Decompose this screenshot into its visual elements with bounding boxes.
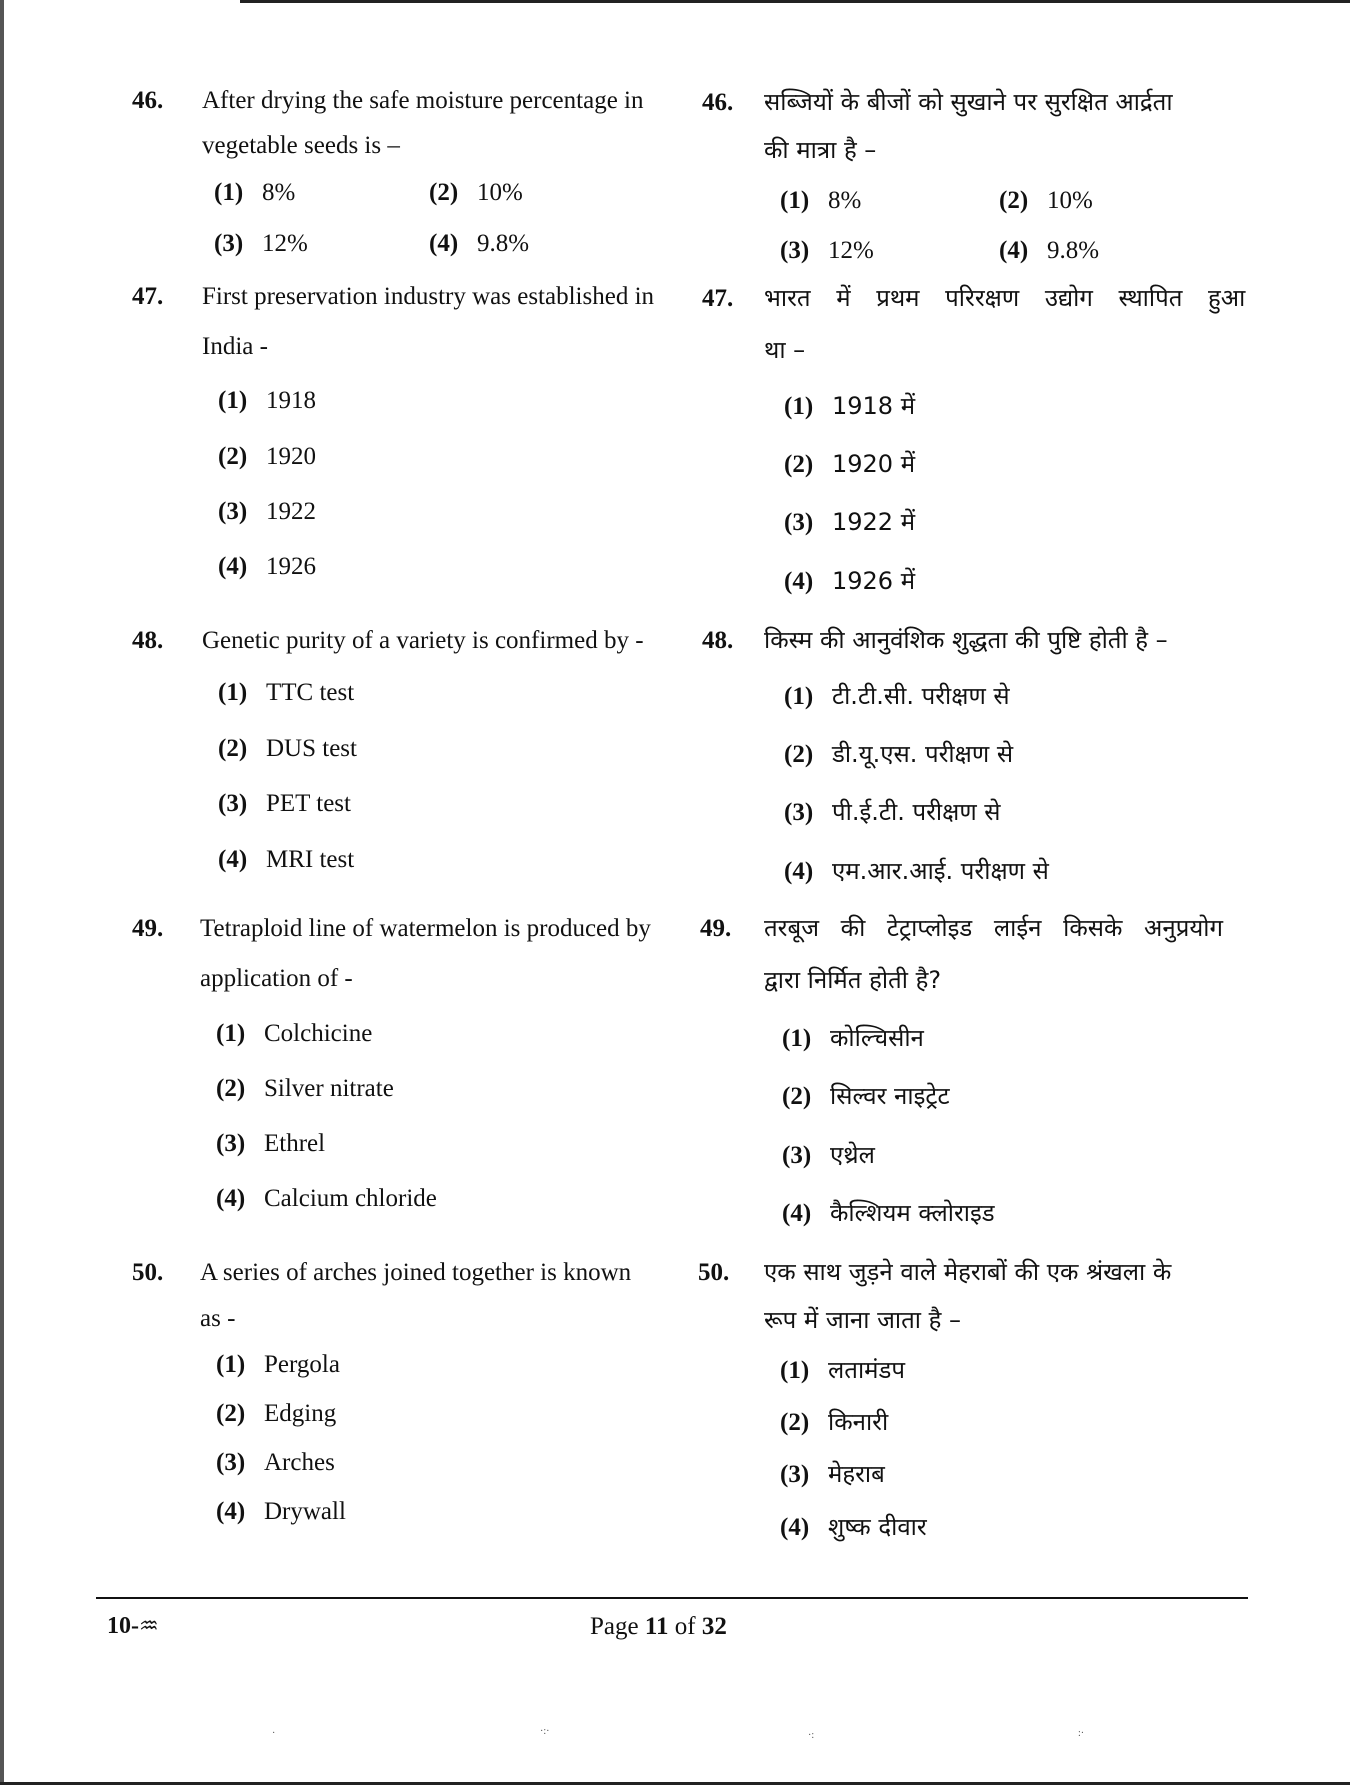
question-number: 48.	[132, 627, 164, 654]
option-3	[216, 1448, 335, 1478]
left-scan-edge	[0, 0, 4, 1785]
option-number: (1)	[780, 1357, 810, 1384]
option-3	[218, 497, 316, 527]
option-number: (3)	[780, 1461, 810, 1488]
option-number: (2)	[429, 179, 459, 206]
option-number: (1)	[218, 679, 248, 706]
scan-speck: ·:	[808, 1730, 815, 1741]
option-2	[999, 186, 1093, 216]
top-border	[240, 0, 1350, 3]
option-3	[780, 1460, 885, 1490]
option-text: कोल्चिसीन	[830, 1024, 924, 1052]
option-text: 9.8%	[477, 230, 530, 257]
option-2	[780, 1408, 888, 1438]
aquarius-icon: ♒	[139, 1614, 159, 1639]
option-1	[218, 386, 316, 416]
option-number: (3)	[784, 799, 814, 826]
stem-line: सब्जियों के बीजों को सुखाने पर सुरक्षित आर्द्रता	[764, 88, 1173, 116]
option-text: 1920 में	[832, 450, 916, 478]
stem-line: किस्म की आनुवंशिक शुद्धता की पुष्टि होती है –	[764, 626, 1168, 654]
option-number: (1)	[784, 393, 814, 420]
option-text: Edging	[264, 1400, 337, 1427]
stem-line: vegetable seeds is –	[202, 132, 400, 159]
option-4	[782, 1199, 995, 1229]
option-3	[784, 798, 1001, 828]
option-4	[429, 229, 529, 259]
option-text: किनारी	[828, 1408, 889, 1436]
option-text: Calcium chloride	[264, 1185, 437, 1212]
booklet-code-text: 10-	[107, 1613, 139, 1639]
option-number: (1)	[216, 1351, 246, 1378]
option-text: 8%	[262, 179, 296, 206]
option-1	[216, 1350, 340, 1380]
option-number: (4)	[780, 1514, 810, 1541]
option-number: (4)	[429, 230, 459, 257]
option-3	[216, 1129, 325, 1159]
option-text: एम.आर.आई. परीक्षण से	[832, 857, 1049, 885]
option-4	[216, 1497, 346, 1527]
option-text: 1920	[266, 443, 316, 470]
option-text: 1926 में	[832, 567, 916, 595]
option-4	[784, 857, 1049, 887]
page-mid: of	[668, 1613, 702, 1640]
option-2	[782, 1082, 950, 1112]
option-4	[218, 845, 354, 875]
question-number: 50.	[698, 1259, 730, 1286]
option-number: (1)	[780, 187, 810, 214]
option-text: Colchicine	[264, 1020, 373, 1047]
option-number: (2)	[784, 451, 814, 478]
option-number: (3)	[784, 509, 814, 536]
option-number: (4)	[784, 858, 814, 885]
question-number: 48.	[702, 627, 734, 654]
option-2	[216, 1074, 394, 1104]
page-prefix: Page	[590, 1613, 645, 1640]
option-number: (4)	[218, 846, 248, 873]
option-number: (2)	[218, 443, 248, 470]
stem-line: India -	[202, 333, 268, 360]
option-2	[784, 740, 1013, 770]
stem-line: एक साथ जुड़ने वाले मेहराबों की एक श्रंखला के	[764, 1258, 1172, 1286]
option-text: 1926	[266, 553, 316, 580]
option-text: 1918	[266, 387, 316, 414]
option-text: MRI test	[266, 846, 355, 873]
option-1	[780, 1356, 905, 1386]
option-text: Arches	[264, 1449, 335, 1476]
option-number: (3)	[214, 230, 244, 257]
option-text: 10%	[477, 179, 523, 206]
option-text: Drywall	[264, 1498, 346, 1525]
option-2	[218, 734, 357, 764]
option-3	[784, 508, 915, 538]
option-1	[216, 1019, 372, 1049]
option-text: DUS test	[266, 735, 357, 762]
option-number: (1)	[218, 387, 248, 414]
option-4	[999, 236, 1099, 266]
option-text: एथ्रेल	[830, 1141, 875, 1169]
option-3	[780, 236, 874, 266]
scan-speck: :·	[1078, 1728, 1085, 1739]
option-number: (3)	[216, 1130, 246, 1157]
question-number: 49.	[132, 915, 164, 942]
stem-line: application of -	[200, 965, 353, 992]
option-number: (3)	[782, 1142, 812, 1169]
question-number: 47.	[132, 283, 164, 310]
option-number: (4)	[784, 568, 814, 595]
option-number: (2)	[780, 1409, 810, 1436]
stem-line: रूप में जाना जाता है –	[764, 1306, 962, 1334]
stem-line: था –	[764, 336, 806, 364]
option-number: (1)	[214, 179, 244, 206]
option-3	[214, 229, 308, 259]
option-text: मेहराब	[828, 1460, 885, 1488]
option-text: 12%	[262, 230, 308, 257]
option-2	[784, 450, 915, 480]
page-indicator	[590, 1613, 727, 1641]
option-4	[780, 1513, 927, 1543]
option-number: (4)	[782, 1200, 812, 1227]
option-1	[782, 1024, 924, 1054]
option-4	[218, 552, 316, 582]
option-number: (3)	[218, 498, 248, 525]
option-text: कैल्शियम क्लोराइड	[830, 1199, 995, 1227]
option-4	[216, 1184, 437, 1214]
option-number: (4)	[218, 553, 248, 580]
option-text: Silver nitrate	[264, 1075, 394, 1102]
option-number: (4)	[216, 1498, 246, 1525]
footer-rule	[96, 1597, 1248, 1599]
option-text: Ethrel	[264, 1130, 326, 1157]
option-number: (1)	[782, 1025, 812, 1052]
question-number: 46.	[702, 89, 734, 116]
option-number: (2)	[218, 735, 248, 762]
option-text: शुष्क दीवार	[828, 1513, 927, 1541]
option-3	[218, 789, 351, 819]
option-3	[782, 1141, 875, 1171]
stem-line: तरबूज की टेट्राप्लोइड लाईन किसके अनुप्रयोग	[764, 914, 1223, 942]
option-4	[784, 567, 915, 597]
option-number: (2)	[784, 741, 814, 768]
option-text: डी.यू.एस. परीक्षण से	[832, 740, 1014, 768]
option-text: 9.8%	[1047, 237, 1100, 264]
question-number: 49.	[700, 915, 732, 942]
stem-line: द्वारा निर्मित होती है?	[764, 966, 942, 994]
stem-line: भारत में प्रथम परिरक्षण उद्योग स्थापित हुआ	[764, 284, 1246, 312]
option-text: लतामंडप	[828, 1356, 905, 1384]
stem-line: Genetic purity of a variety is confirmed by -	[202, 627, 644, 654]
page-current: 11	[644, 1613, 669, 1640]
scan-speck: ·	[272, 1728, 276, 1739]
option-number: (2)	[782, 1083, 812, 1110]
option-text: 8%	[828, 187, 862, 214]
option-number: (4)	[216, 1185, 246, 1212]
option-text: 1922 में	[832, 508, 916, 536]
option-1	[780, 186, 861, 216]
question-number: 47.	[702, 285, 734, 312]
booklet-code	[107, 1613, 159, 1640]
option-text: PET test	[266, 790, 351, 817]
option-number: (3)	[216, 1449, 246, 1476]
option-number: (4)	[999, 237, 1029, 264]
option-text: TTC test	[266, 679, 355, 706]
stem-line: Tetraploid line of watermelon is produced by	[200, 915, 651, 942]
scan-speck: ·:·	[540, 1726, 550, 1737]
option-text: सिल्वर नाइट्रेट	[830, 1082, 950, 1110]
page-total: 32	[701, 1613, 727, 1640]
option-1	[218, 678, 354, 708]
stem-line: as -	[200, 1305, 236, 1332]
option-2	[216, 1399, 336, 1429]
option-text: टी.टी.सी. परीक्षण से	[832, 682, 1010, 710]
option-text: 10%	[1047, 187, 1093, 214]
option-number: (2)	[216, 1075, 246, 1102]
stem-line: की मात्रा है –	[764, 136, 877, 164]
option-text: 1922	[266, 498, 316, 525]
stem-line: After drying the safe moisture percentage in	[202, 87, 644, 114]
option-2	[218, 442, 316, 472]
option-number: (1)	[216, 1020, 246, 1047]
option-number: (2)	[216, 1400, 246, 1427]
option-text: पी.ई.टी. परीक्षण से	[832, 798, 1001, 826]
option-text: Pergola	[264, 1351, 340, 1378]
option-1	[784, 392, 915, 422]
option-number: (3)	[780, 237, 810, 264]
option-number: (2)	[999, 187, 1029, 214]
option-text: 1918 में	[832, 392, 916, 420]
option-number: (3)	[218, 790, 248, 817]
option-1	[784, 682, 1010, 712]
question-number: 46.	[132, 87, 164, 114]
question-number: 50.	[132, 1259, 164, 1286]
stem-line: A series of arches joined together is known	[200, 1259, 632, 1286]
option-2	[429, 178, 523, 208]
option-number: (1)	[784, 683, 814, 710]
option-1	[214, 178, 295, 208]
option-text: 12%	[828, 237, 874, 264]
stem-line: First preservation industry was established in	[202, 283, 655, 310]
